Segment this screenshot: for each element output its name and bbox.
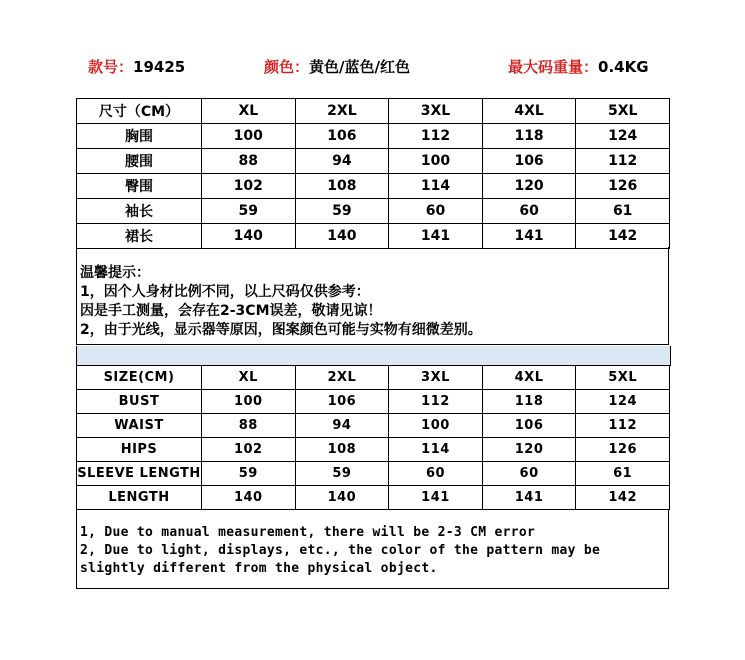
table-cell: 112 <box>576 414 670 438</box>
notes-box <box>76 509 669 589</box>
table-cell: 140 <box>202 224 296 249</box>
table-cell: 124 <box>576 390 670 414</box>
style-number-label: 款号： <box>88 58 134 76</box>
table-cell: 59 <box>295 199 389 224</box>
table-row <box>77 124 670 149</box>
table-cell: SLEEVE LENGTH <box>77 462 202 486</box>
table-cell: 106 <box>482 149 576 174</box>
table-cell: 112 <box>576 149 670 174</box>
table-row <box>77 462 670 486</box>
table-cell: 141 <box>482 224 576 249</box>
color-label: 颜色： <box>264 58 310 76</box>
table-cell: 102 <box>202 438 296 462</box>
table-cell: BUST <box>77 390 202 414</box>
table-cell: 100 <box>389 414 483 438</box>
tips-box <box>76 247 669 345</box>
table-cell: 108 <box>295 438 389 462</box>
table-header-cell: 4XL <box>482 99 576 124</box>
table-header-cell: 5XL <box>576 99 670 124</box>
table-header-cell: 5XL <box>576 366 670 390</box>
table-cell: 142 <box>576 486 670 510</box>
tips-line: 因是手工测量，会存在2-3CM误差，敬请见谅！ <box>80 303 382 319</box>
color-info <box>264 56 410 77</box>
table-cell: LENGTH <box>77 486 202 510</box>
table-cell: 61 <box>576 462 670 486</box>
table-cell: 59 <box>295 462 389 486</box>
notes-line: 2, Due to light, displays, etc., the color of the pattern may be <box>80 543 601 558</box>
english-size-table <box>76 365 670 510</box>
table-cell: 114 <box>389 174 483 199</box>
notes-line: slightly different from the physical object. <box>80 561 438 576</box>
max-weight-info <box>508 56 649 77</box>
table-row <box>77 390 670 414</box>
style-number-value: 19425 <box>133 58 186 76</box>
table-cell: HIPS <box>77 438 202 462</box>
table-cell: 腰围 <box>77 149 202 174</box>
table-header-cell: 2XL <box>295 99 389 124</box>
table-cell: 106 <box>295 124 389 149</box>
table-header-cell: XL <box>202 366 296 390</box>
table-cell: 118 <box>482 390 576 414</box>
table-cell: 126 <box>576 438 670 462</box>
table-row <box>77 174 670 199</box>
table-cell: 59 <box>202 462 296 486</box>
table-cell: 112 <box>389 124 483 149</box>
max-weight-value: 0.4KG <box>598 58 649 76</box>
table-cell: 120 <box>482 174 576 199</box>
table-row <box>77 149 670 174</box>
table-cell: 106 <box>482 414 576 438</box>
table-row <box>77 414 670 438</box>
table-cell: 126 <box>576 174 670 199</box>
table-header-cell: 3XL <box>389 366 483 390</box>
table-cell: 100 <box>202 390 296 414</box>
table-cell: 140 <box>202 486 296 510</box>
table-cell: 118 <box>482 124 576 149</box>
table-cell: 60 <box>482 199 576 224</box>
table-cell: 106 <box>295 390 389 414</box>
table-cell: 112 <box>389 390 483 414</box>
chinese-size-table <box>76 98 670 249</box>
table-cell: WAIST <box>77 414 202 438</box>
table-header-cell: 尺寸（CM） <box>77 99 202 124</box>
table-header-row <box>77 99 670 124</box>
table-cell: 108 <box>295 174 389 199</box>
table-cell: 120 <box>482 438 576 462</box>
table-cell: 60 <box>389 462 483 486</box>
tips-line: 1，因个人身材比例不同，以上尺码仅供参考： <box>80 284 370 300</box>
notes-line: 1, Due to manual measurement, there will be 2-3 CM error <box>80 525 536 540</box>
table-cell: 61 <box>576 199 670 224</box>
table-cell: 94 <box>295 414 389 438</box>
table-cell: 100 <box>389 149 483 174</box>
table-cell: 88 <box>202 414 296 438</box>
table-row <box>77 224 670 249</box>
table-cell: 臀围 <box>77 174 202 199</box>
table-cell: 140 <box>295 486 389 510</box>
table-cell: 141 <box>389 486 483 510</box>
table-cell: 59 <box>202 199 296 224</box>
max-weight-label: 最大码重量： <box>508 58 599 76</box>
table-header-cell: SIZE(CM) <box>77 366 202 390</box>
table-cell: 141 <box>389 224 483 249</box>
table-header-cell: 4XL <box>482 366 576 390</box>
table-cell: 100 <box>202 124 296 149</box>
table-cell: 140 <box>295 224 389 249</box>
table-row <box>77 438 670 462</box>
table-cell: 裙长 <box>77 224 202 249</box>
table-cell: 114 <box>389 438 483 462</box>
table-header-cell: XL <box>202 99 296 124</box>
table-cell: 94 <box>295 149 389 174</box>
tips-line: 2，由于光线，显示器等原因，图案颜色可能与实物有细微差别。 <box>80 322 482 338</box>
table-cell: 60 <box>389 199 483 224</box>
table-cell: 袖长 <box>77 199 202 224</box>
divider-band <box>76 346 671 366</box>
table-row <box>77 199 670 224</box>
table-header-cell: 3XL <box>389 99 483 124</box>
color-value: 黄色/蓝色/红色 <box>309 58 410 76</box>
table-cell: 60 <box>482 462 576 486</box>
table-cell: 124 <box>576 124 670 149</box>
table-cell: 88 <box>202 149 296 174</box>
tips-title: 温馨提示： <box>80 265 150 281</box>
table-cell: 142 <box>576 224 670 249</box>
table-header-row <box>77 366 670 390</box>
table-header-cell: 2XL <box>295 366 389 390</box>
table-cell: 102 <box>202 174 296 199</box>
table-cell: 141 <box>482 486 576 510</box>
style-number <box>88 56 185 77</box>
table-cell: 胸围 <box>77 124 202 149</box>
table-row <box>77 486 670 510</box>
